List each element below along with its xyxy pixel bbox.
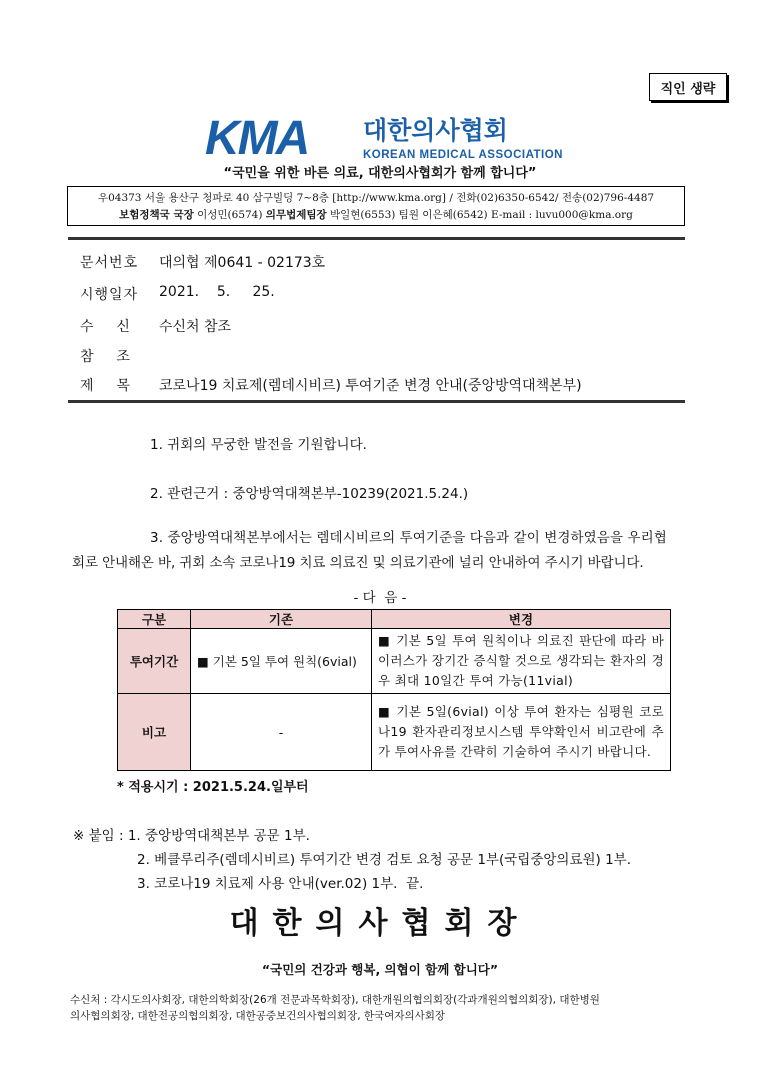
contact-rest: 박일현(6553) 팀원 이은혜(6542) E-mail : luvu000@kma.org [330,209,633,221]
address-box [67,186,685,226]
attachment-2: 2. 베클루리주(렘데시비르) 투여기간 변경 검토 요청 공문 1부(국립중앙의료원) 1부. [137,852,632,868]
meta-value-date: 2021. 5. 25. [159,284,275,300]
table-row [118,694,671,771]
recipients-line-2: 의사협의회장, 대한전공의협의회장, 대한공중보건의사협의회장, 한국여자의사회장 [70,1010,446,1022]
row-label-duration: 투여기간 [118,629,191,694]
row-after-duration: ■ 기본 5일 투여 원칙이나 의료진 판단에 따라 바이러스가 장기간 증식할 것으로 생각되는 환자의 경우 최대 10일간 투여 가능(11vial) [372,629,671,694]
meta-value-recipient: 수신처 참조 [159,319,232,335]
comparison-table [117,609,671,771]
logo-name-ko: 대한의사협회 [363,116,508,145]
row-label-remarks: 비고 [118,694,191,771]
table-header-row [118,610,671,629]
row-before-remarks: - [191,694,372,771]
stamp-text: 직인 생략 [660,81,716,97]
following-heading: - 다 음 - [353,590,407,606]
attachment-3: 3. 코로나19 치료제 사용 안내(ver.02) 1부. 끝. [137,876,424,892]
divider-top [68,237,685,240]
divider-bottom [68,400,685,403]
paragraph-1: 1. 귀회의 무궁한 발전을 기원합니다. [150,437,367,453]
bottom-slogan: “국민의 건강과 행복, 의협이 함께 합니다” [261,962,499,977]
recipients-line-1: 수신처 : 각시도의사회장, 대한의학회장(26개 전문과목학회장), 대한개원의협의회장(각과개원의협의회장), 대한병원 [70,994,600,1006]
attachment-1: ※ 붙임 : 1. 중앙방역대책본부 공문 1부. [73,828,310,844]
stamp-omitted-box [649,73,727,101]
table-row [118,629,671,694]
header-before: 기존 [191,610,372,629]
meta-label-reference: 참 조 [80,349,131,365]
paragraph-3-line-1: 3. 중앙방역대책본부에서는 렘데시비르의 투여기준을 다음과 같이 변경하였음을 우리협 [150,530,667,546]
logo-name-en: KOREAN MEDICAL ASSOCIATION [363,149,563,161]
kma-logo [205,112,565,162]
effective-date: * 적용시기 : 2021.5.24.일부터 [117,780,309,795]
meta-value-doc-number: 대의협 제0641 - 02173호 [159,255,326,271]
header-category: 구분 [118,610,191,629]
contact-name-1: 이성민(6574) [197,209,263,221]
kma-logo-graphic [205,112,565,162]
contact-line [68,207,684,224]
meta-value-subject: 코로나19 치료제(렘데시비르) 투여기준 변경 안내(중앙방역대책본부) [159,378,582,394]
top-slogan: “국민을 위한 바른 의료, 대한의사협회가 함께 합니다” [223,166,537,181]
meta-label-recipient: 수 신 [80,319,131,335]
contact-role-2: 의무법제팀장 [265,209,327,221]
meta-label-date: 시행일자 [80,287,139,303]
contact-role-1: 보험정책국 국장 [119,209,194,221]
paragraph-3-line-2: 회로 안내해온 바, 귀회 소속 코로나19 치료 의료진 및 의료기관에 널리 안내하여 주시기 바랍니다. [72,555,644,571]
header-after: 변경 [372,610,671,629]
address-line: 우04373 서울 용산구 청파로 40 삼구빌딩 7~8층 [http://www.kma.org] / 전화(02)6350-6542/ 전송(02)796-4487 [97,192,655,204]
row-before-duration: ■ 기본 5일 투여 원칙(6vial) [191,629,372,694]
meta-label-subject: 제 목 [80,378,131,394]
logo-abbr: KMA [205,112,309,162]
row-after-remarks: ■ 기본 5일(6vial) 이상 투여 환자는 심평원 코로나19 환자관리정보시스템 투약확인서 비고란에 추가 투여사유를 간략히 기술하여 주시기 바랍니다. [372,694,671,771]
signature-title: 대한의사협회장 [229,906,531,941]
paragraph-2: 2. 관련근거 : 중앙방역대책본부-10239(2021.5.24.) [150,486,469,502]
meta-label-doc-number: 문서번호 [80,255,139,271]
